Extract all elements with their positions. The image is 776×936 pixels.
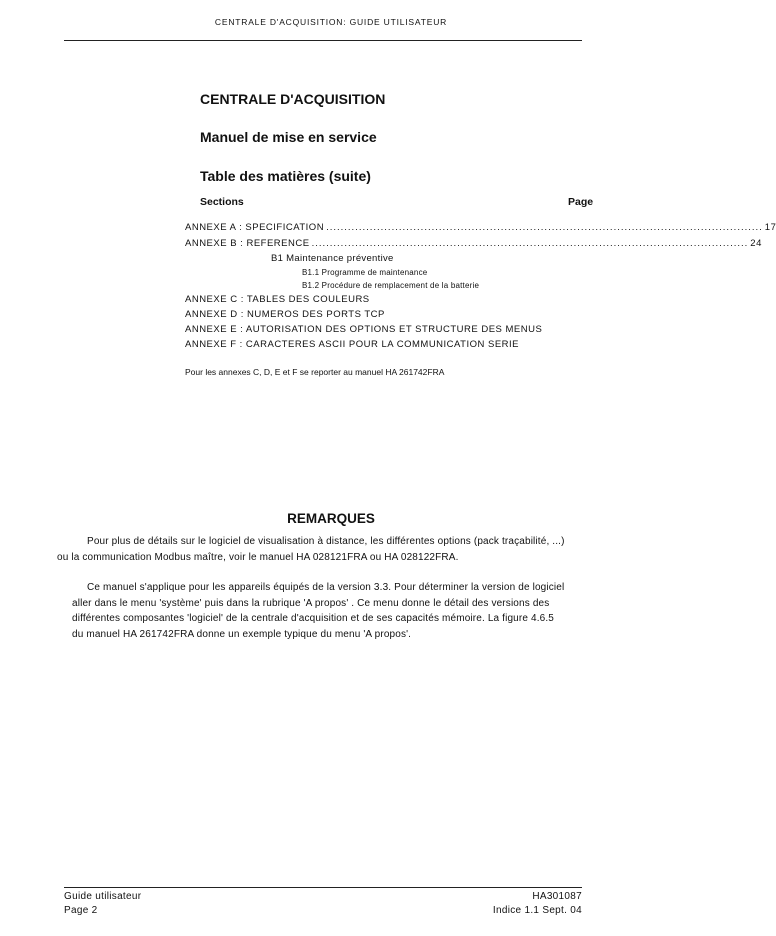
toc-entry-annexe-f[interactable]: ANNEXE F : CARACTERES ASCII POUR LA COMMUNICATION SERIE	[185, 339, 520, 350]
footer-page-number: Page 2	[64, 905, 98, 916]
remarks-paragraph-1	[57, 534, 606, 565]
toc-entry-annexe-e[interactable]: ANNEXE E : AUTORISATION DES OPTIONS ET STRUCTURE DES MENUS	[185, 324, 543, 335]
paragraph-line: Pour plus de détails sur le logiciel de visualisation à distance, les différentes options (pack traçabilité, ...)	[87, 536, 565, 547]
running-header: CENTRALE D'ACQUISITION: GUIDE UTILISATEUR	[214, 17, 448, 27]
toc-subentry-b1[interactable]: B1 Maintenance préventive	[271, 253, 394, 264]
paragraph-line: différentes composantes 'logiciel' de la centrale d'acquisition et de ses capacités mémoire. La figure 4.6.5	[72, 613, 555, 624]
toc-entry-annexe-d[interactable]: ANNEXE D : NUMEROS DES PORTS TCP	[185, 309, 385, 320]
document-title: CENTRALE D'ACQUISITION	[200, 91, 386, 107]
toc-sections-header: Sections	[200, 196, 244, 208]
toc-subentry-b1-1[interactable]: B1.1 Programme de maintenance	[302, 268, 428, 277]
toc-entry-annexe-b[interactable]	[185, 238, 762, 249]
toc-entry-annexe-a[interactable]	[185, 222, 776, 233]
paragraph-line: ou la communication Modbus maître, voir le manuel HA 028121FRA ou HA 028122FRA.	[57, 551, 459, 563]
toc-entry-label: ANNEXE A : SPECIFICATION	[185, 222, 325, 233]
remarks-paragraph-2	[72, 580, 606, 642]
manual-subtitle: Manuel de mise en service	[200, 129, 377, 145]
toc-leader-dots: ........................................................................................................................	[311, 238, 749, 249]
toc-leader-dots: ........................................................................................................................	[326, 222, 763, 233]
toc-page-header: Page	[568, 196, 594, 208]
toc-entry-annexe-c[interactable]: ANNEXE C : TABLES DES COULEURS	[185, 294, 370, 305]
footer-left	[64, 890, 141, 918]
paragraph-line: Ce manuel s'applique pour les appareils équipés de la version 3.3. Pour déterminer la version de logiciel	[87, 582, 565, 593]
toc-entry-page: 17	[764, 222, 776, 233]
toc-entry-label: ANNEXE B : REFERENCE	[185, 238, 310, 249]
paragraph-line: du manuel HA 261742FRA donne un exemple typique du menu 'A propos'.	[72, 628, 412, 640]
remarks-heading: REMARQUES	[287, 511, 375, 526]
paragraph-line: aller dans le menu 'système' puis dans la rubrique 'A propos' . Ce menu donne le détail des versions des	[72, 597, 550, 609]
footer-right	[493, 890, 582, 918]
footer-rule	[64, 887, 582, 888]
footer-document-name: Guide utilisateur	[64, 891, 142, 902]
toc-note: Pour les annexes C, D, E et F se reporter au manuel HA 261742FRA	[185, 367, 445, 377]
header-rule	[64, 40, 582, 41]
footer-reference: HA301087	[532, 891, 582, 902]
toc-subentry-b1-2[interactable]: B1.2 Procédure de remplacement de la batterie	[302, 281, 480, 290]
footer-revision: Indice 1.1 Sept. 04	[492, 905, 582, 916]
toc-entry-page: 24	[750, 238, 762, 249]
toc-title: Table des matières (suite)	[200, 168, 371, 184]
